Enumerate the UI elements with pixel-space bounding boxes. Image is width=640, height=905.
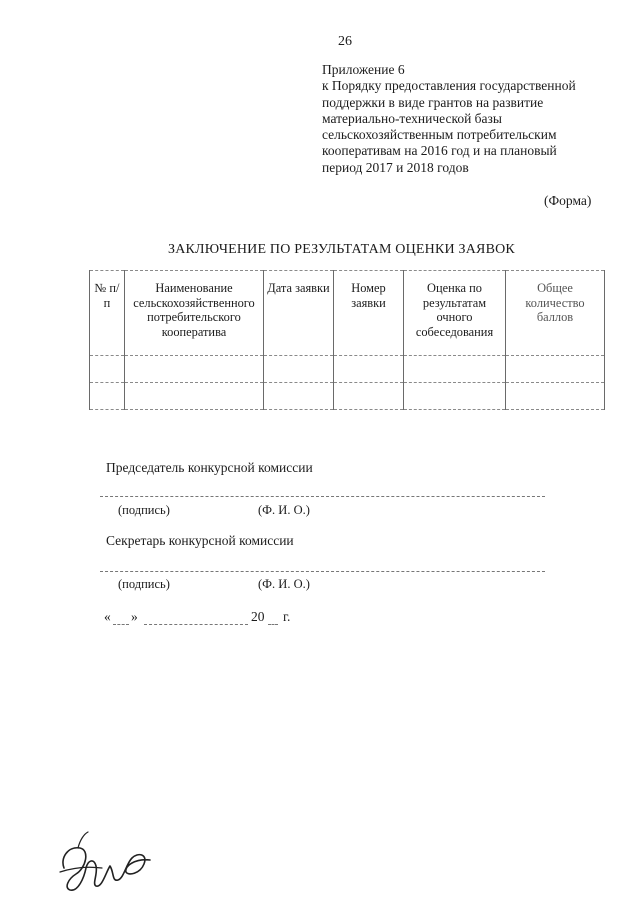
date-close-quote: » (131, 609, 138, 624)
chairman-signature-caption: (подпись) (118, 503, 170, 517)
date-year-blank (268, 624, 278, 625)
header-cooperative-name: Наименование сельскохозяйственного потребительского кооператива (125, 271, 264, 356)
document-title: ЗАКЛЮЧЕНИЕ ПО РЕЗУЛЬТАТАМ ОЦЕНКИ ЗАЯВОК (168, 242, 515, 257)
page-number: 26 (338, 34, 352, 49)
table-row (90, 383, 605, 410)
table-row (90, 356, 605, 383)
table-cell (125, 356, 264, 383)
secretary-label: Секретарь конкурсной комиссии (106, 533, 294, 548)
appendix-line: поддержки в виде грантов на развитие (322, 94, 544, 110)
table-cell (264, 383, 334, 410)
table-cell (404, 383, 506, 410)
table-cell (506, 383, 605, 410)
chairman-name-caption: (Ф. И. О.) (258, 503, 310, 517)
header-application-date: Дата заявки (264, 271, 334, 356)
table-cell (506, 356, 605, 383)
chairman-label: Председатель конкурсной комиссии (106, 460, 313, 475)
table-cell (90, 356, 125, 383)
appendix-reference (322, 62, 622, 176)
header-application-number: Номер заявки (334, 271, 404, 356)
appendix-line: к Порядку предоставления государственной (322, 78, 576, 94)
appendix-line: период 2017 и 2018 годов (322, 159, 469, 175)
handwritten-signature (56, 828, 166, 898)
table-cell (90, 383, 125, 410)
appendix-line: кооперативам на 2016 год и на плановый (322, 143, 557, 159)
table-cell (334, 383, 404, 410)
appendix-line: сельскохозяйственным потребительским (322, 127, 557, 143)
secretary-signature-caption: (подпись) (118, 577, 170, 591)
date-year-prefix: 20 (251, 609, 265, 624)
table-cell (264, 356, 334, 383)
table-cell (334, 356, 404, 383)
table-cell (404, 356, 506, 383)
date-year-suffix: г. (283, 609, 291, 624)
chairman-signature-line (100, 496, 545, 497)
header-interview-score: Оценка по результатам очного собеседования (404, 271, 506, 356)
header-number: № п/п (90, 271, 125, 356)
appendix-line: Приложение 6 (322, 62, 405, 77)
secretary-signature-line (100, 571, 545, 572)
date-day-blank (113, 624, 129, 625)
table-cell (125, 383, 264, 410)
date-month-blank (144, 624, 248, 625)
table-header-row (90, 271, 605, 356)
date-open-quote: « (104, 609, 111, 624)
assessment-table (89, 270, 605, 410)
secretary-name-caption: (Ф. И. О.) (258, 577, 310, 591)
form-mark: (Форма) (544, 193, 592, 208)
header-total-points: Общее количество баллов (506, 271, 605, 356)
appendix-line: материально-технической базы (322, 110, 502, 126)
